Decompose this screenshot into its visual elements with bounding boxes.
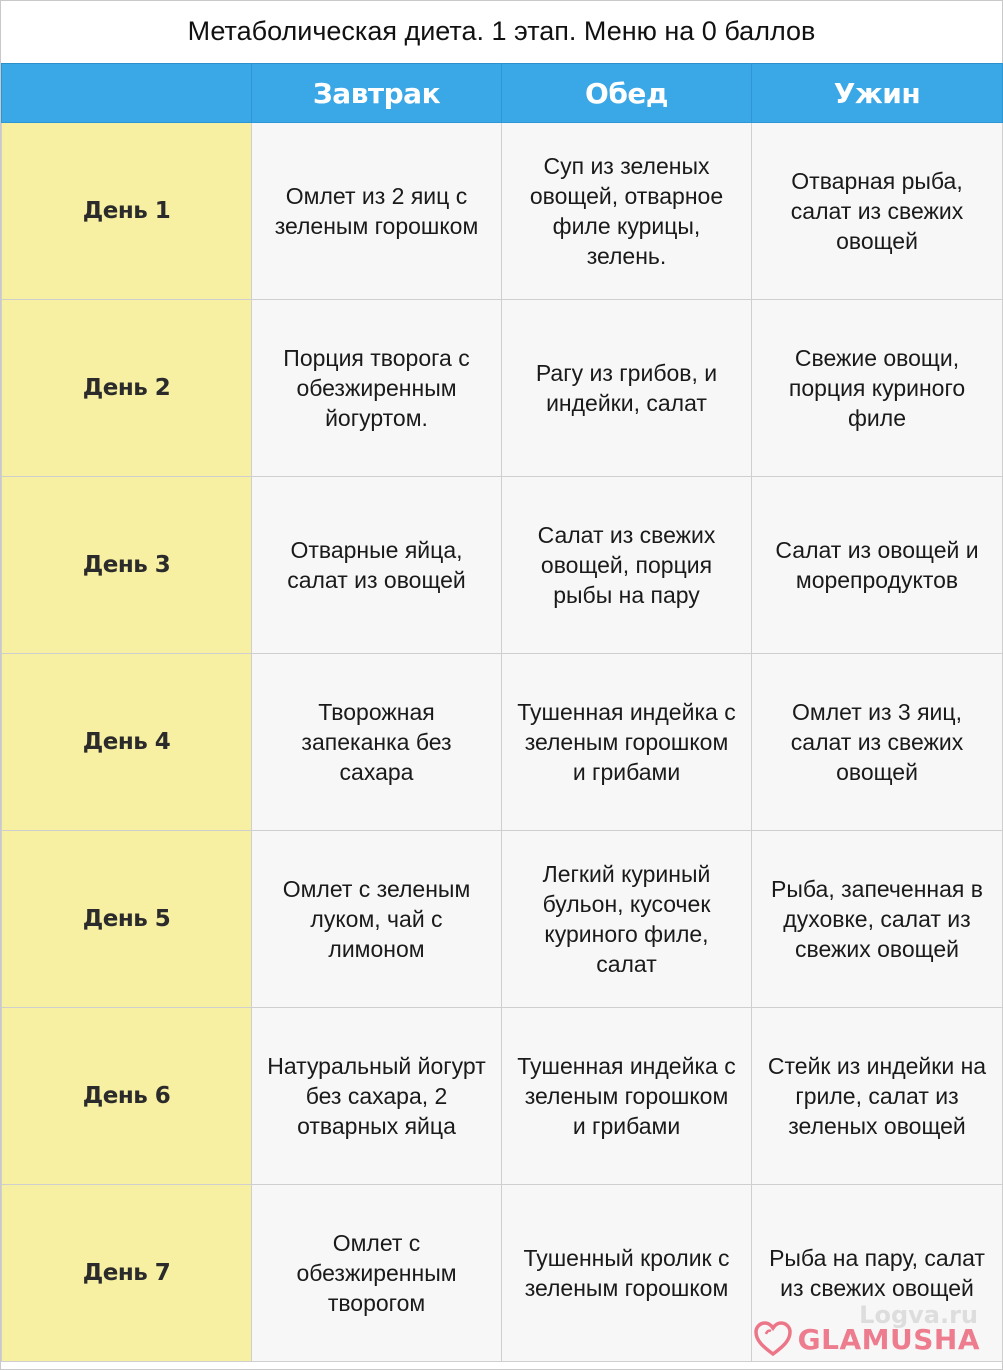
table-row: [2, 477, 1003, 654]
dinner-cell: Стейк из индейки на гриле, салат из зеленых овощей: [752, 1008, 1003, 1185]
day-label: День 3: [2, 477, 252, 654]
lunch-cell: Суп из зеленых овощей, отварное филе курицы, зелень.: [502, 123, 752, 300]
header-dinner: Ужин: [752, 64, 1003, 123]
breakfast-cell: Отварные яйца, салат из овощей: [252, 477, 502, 654]
breakfast-cell: Творожная запеканка без сахара: [252, 654, 502, 831]
dinner-cell: Омлет из 3 яиц, салат из свежих овощей: [752, 654, 1003, 831]
day-label: День 1: [2, 123, 252, 300]
day-label: День 2: [2, 300, 252, 477]
header-breakfast: Завтрак: [252, 64, 502, 123]
header-corner: [2, 64, 252, 123]
lunch-cell: Тушенный кролик с зеленым горошком: [502, 1185, 752, 1362]
dinner-cell: Рыба, запеченная в духовке, салат из свежих овощей: [752, 831, 1003, 1008]
lunch-cell: Тушенная индейка с зеленым горошком и грибами: [502, 1008, 752, 1185]
page-title: Метаболическая диета. 1 этап. Меню на 0 баллов: [1, 1, 1002, 61]
dinner-cell: Свежие овощи, порция куриного филе: [752, 300, 1003, 477]
menu-table: [1, 63, 1003, 1362]
header-lunch: Обед: [502, 64, 752, 123]
breakfast-cell: Омлет с обезжиренным творогом: [252, 1185, 502, 1362]
lunch-cell: Салат из свежих овощей, порция рыбы на пару: [502, 477, 752, 654]
breakfast-cell: Омлет с зеленым луком, чай с лимоном: [252, 831, 502, 1008]
site-watermark: Logva.ru: [859, 1301, 978, 1329]
table-row: [2, 654, 1003, 831]
dinner-cell: Салат из овощей и морепродуктов: [752, 477, 1003, 654]
breakfast-cell: Натуральный йогурт без сахара, 2 отварных яйца: [252, 1008, 502, 1185]
dinner-cell: Рыба на пару, салат из свежих овощей: [752, 1185, 1003, 1362]
dinner-cell: Отварная рыба, салат из свежих овощей: [752, 123, 1003, 300]
day-label: День 6: [2, 1008, 252, 1185]
breakfast-cell: Порция творога с обезжиренным йогуртом.: [252, 300, 502, 477]
header-row: [2, 64, 1003, 123]
table-row: [2, 1185, 1003, 1362]
day-label: День 7: [2, 1185, 252, 1362]
brand-name: GLAMUSHA: [797, 1322, 980, 1356]
table-row: [2, 300, 1003, 477]
lunch-cell: Легкий куриный бульон, кусочек куриного филе, салат: [502, 831, 752, 1008]
lunch-cell: Тушенная индейка с зеленым горошком и грибами: [502, 654, 752, 831]
day-label: День 5: [2, 831, 252, 1008]
table-row: [2, 831, 1003, 1008]
day-label: День 4: [2, 654, 252, 831]
table-row: [2, 1008, 1003, 1185]
lunch-cell: Рагу из грибов, и индейки, салат: [502, 300, 752, 477]
table-row: [2, 123, 1003, 300]
breakfast-cell: Омлет из 2 яиц с зеленым горошком: [252, 123, 502, 300]
